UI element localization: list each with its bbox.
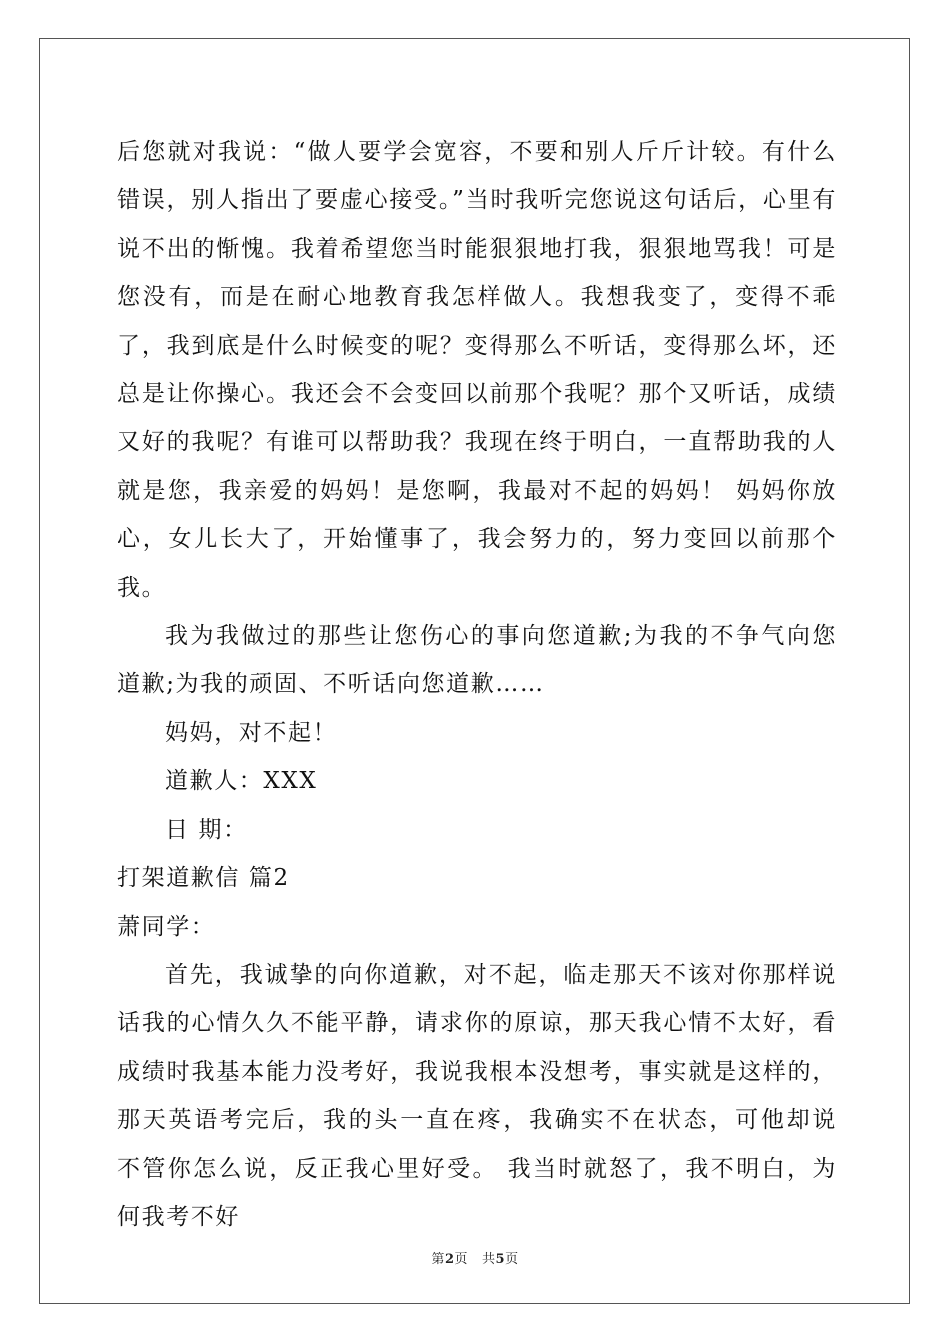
page-current: 2 — [444, 1252, 455, 1267]
paragraph-continuation: 后您就对我说：“做人要学会宽容，不要和别人斤斤计较。有什么错误，别人指出了要虚心接受。”当时我听完您说这句话后，心里有说不出的惭愧。我着希望您当时能狠狠地打我，狠狠地骂我！可是您没有，而是在耐心地教育我怎样做人。我想我变了，变得不乖了，我到底是什么时候变的呢？变得那么不听话，变得那么坏，还总是让你操心。我还会不会变回以前那个我呢？那个又听话，成绩又好的我呢？有谁可以帮助我？我现在终于明白，一直帮助我的人就是您，我亲爱的妈妈！是您啊，我最对不起的妈妈！ 妈妈你放心，女儿长大了，开始懂事了，我会努力的，努力变回以前那个我。 — [117, 139, 837, 601]
page-prefix: 第 — [431, 1252, 445, 1267]
total-suffix: 页 — [505, 1252, 519, 1267]
closing-line: 妈妈，对不起！ — [165, 719, 338, 746]
section-heading: 打架道歉信 篇2 — [117, 865, 290, 892]
page-footer — [0, 1248, 950, 1267]
signature-line: 道歉人：XXX — [165, 768, 318, 795]
document-body — [117, 128, 837, 1241]
total-prefix: 共 — [482, 1252, 496, 1267]
paragraph-apology: 我为我做过的那些让您伤心的事向您道歉;为我的不争气向您道歉;为我的顽固、不听话向您道歉…… — [117, 623, 837, 698]
salutation-line: 萧同学： — [117, 913, 216, 940]
page-total: 5 — [495, 1252, 506, 1267]
paragraph-letter-body: 首先，我诚挚的向你道歉，对不起，临走那天不该对你那样说话我的心情久久不能平静，请求你的原谅，那天我心情不太好，看成绩时我基本能力没考好，我说我根本没想考，事实就是这样的，那天英语考完后，我的头一直在疼，我确实不在状态，可他却说 不管你怎么说，反正我心里好受。 我当时就怒了，我不明白，为何我考不好 — [117, 961, 837, 1230]
date-line: 日 期： — [165, 816, 248, 843]
page-mid: 页 — [454, 1252, 468, 1267]
